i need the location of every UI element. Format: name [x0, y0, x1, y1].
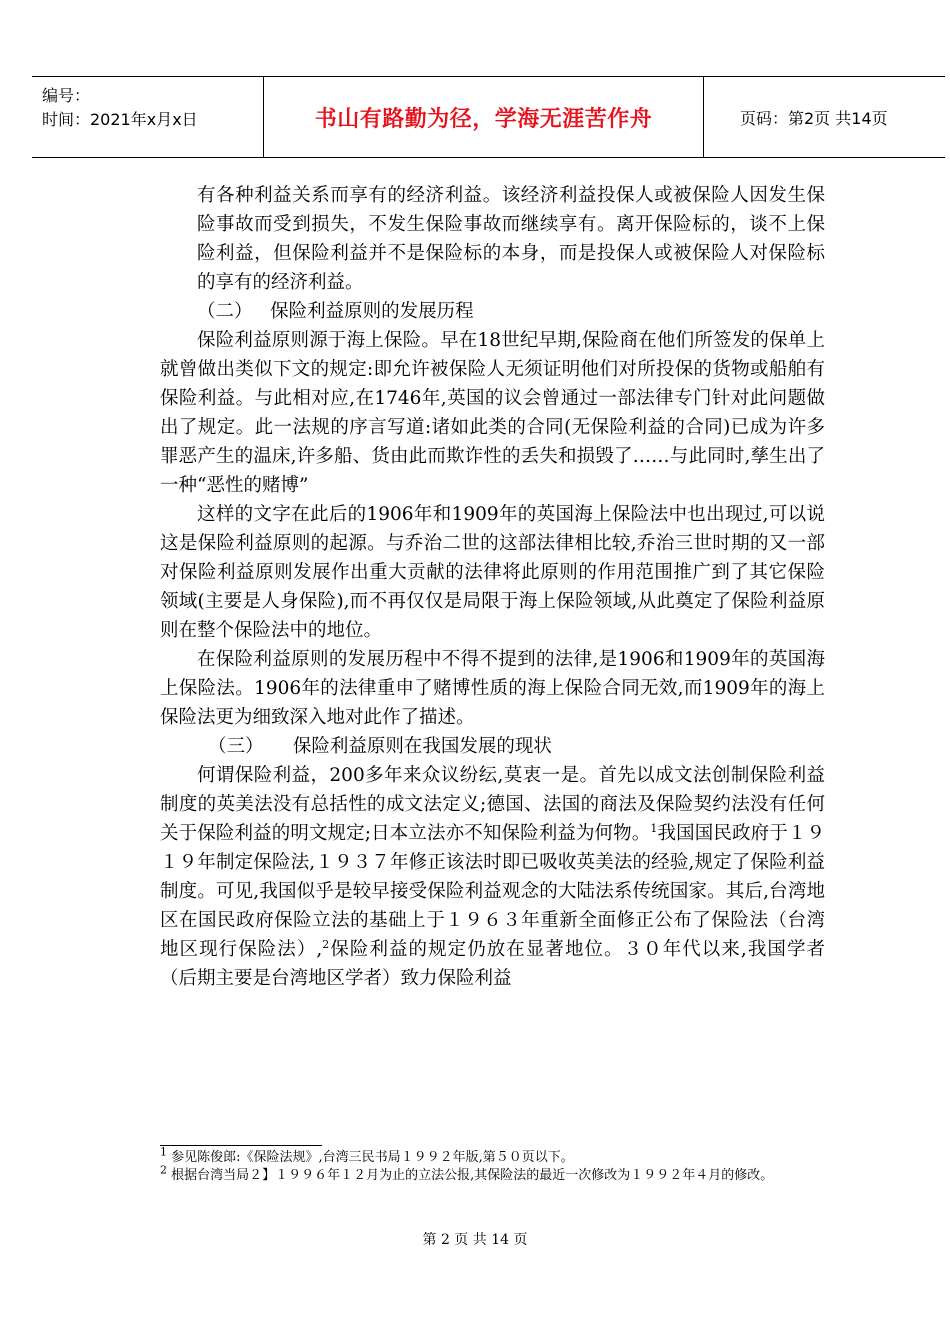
paragraph-text: 保险利益的规定仍放在显著地位。３０年代以来,我国学者（后期主要是台湾地区学者）致力保险利益: [160, 939, 825, 989]
paragraph-text: 何谓保险利益，200多年来众议纷纭,莫衷一是。首先以成文法创制保险利益制度的英美法没有总括性的成文法定义;德国、法国的商法及保险契约法没有任何关于保险利益的明文规定;日本立法亦不知保险利益为何物。: [160, 765, 825, 844]
paragraph-continued: 有各种利益关系而享有的经济利益。该经济利益投保人或被保险人因发生保险事故而受到损失，不发生保险事故而继续享有。离开保险标的，谈不上保险利益，但保险利益并不是保险标的本身，而是投保人或被保险人对保险标的享有的经济利益。: [197, 185, 825, 293]
section-number: （三）: [208, 736, 264, 757]
header-meta: [32, 77, 264, 157]
section-number: （二）: [197, 301, 253, 322]
paragraph-text: 我国国民政府于１９１９年制定保险法,１９３７年修正该法时即已吸收英美法的经验,规定了保险利益制度。可见,我国似乎是较早接受保险利益观念的大陆法系传统国家。其后,台湾地区在国民政府保险立法的基础上于１９６３年重新全面修正公布了保险法（台湾地区现行保险法）,: [160, 823, 825, 960]
section-heading-2: [160, 297, 825, 326]
paragraph: 在保险利益原则的发展历程中不得不提到的法律,是1906和1909年的英国海上保险法。1906年的法律重申了赌博性质的海上保险合同无效,而1909年的海上保险法更为细致深入地对此作了描述。: [160, 649, 825, 728]
footnote-separator: [160, 1145, 322, 1146]
section-title: 保险利益原则的发展历程: [270, 301, 474, 322]
paragraph: 这样的文字在此后的1906年和1909年的英国海上保险法中也出现过,可以说这是保险利益原则的起源。与乔治二世的这部法律相比较,乔治三世时期的又一部对保险利益原则发展作出重大贡献的法律将此原则的作用范围推广到了其它保险领域(主要是人身保险),而不再仅仅是局限于海上保险领域,从此奠定了保险利益原则在整个保险法中的地位。: [160, 504, 825, 641]
document-time-label: 时间：2021年x月x日: [42, 110, 198, 129]
footnote-1: [160, 1145, 820, 1167]
footnote-text: 参见陈俊郎:《保险法规》,台湾三民书局１９９２年版,第５０页以下。: [167, 1150, 574, 1165]
paragraph: 保险利益原则源于海上保险。早在18世纪早期,保险商在他们所签发的保单上就曾做出类似下文的规定:即允许被保险人无须证明他们对所投保的货物或船舶有保险利益。与此相对应,在1746年,英国的议会曾通过一部法律专门针对此问题做出了规定。此一法规的序言写道:诸如此类的合同(无保险利益的合同)已成为许多罪恶产生的温床,许多船、货由此而欺诈性的丢失和损毁了……与此同时,孳生出了一种“恶性的赌博”: [160, 330, 825, 496]
document-code-label: 编号：: [42, 86, 91, 105]
header-slogan-cell: [264, 77, 704, 157]
section-heading-3: [160, 732, 825, 761]
document-body: [160, 181, 825, 993]
footnote-text: 根据台湾当局２】１９９６年１２月为止的立法公报,其保险法的最近一次修改为１９９２年４月的修改。: [167, 1168, 774, 1183]
section-title: 保险利益原则在我国发展的现状: [292, 736, 552, 757]
footnote-2: [160, 1163, 820, 1185]
footnote-mark: 2: [160, 1163, 167, 1177]
page-header: [32, 76, 945, 158]
header-slogan: 书山有路勤为径，学海无涯苦作舟: [314, 106, 653, 132]
page-footer: 第 2 页 共 14 页: [422, 1232, 528, 1248]
footnote-mark: 1: [160, 1145, 167, 1159]
footnote-ref[interactable]: 1: [650, 821, 658, 835]
paragraph: [160, 761, 825, 993]
header-page-info: 页码：第2页 共14页: [740, 108, 888, 128]
footnotes: [160, 1145, 820, 1185]
footnote-ref[interactable]: 2: [322, 937, 330, 951]
